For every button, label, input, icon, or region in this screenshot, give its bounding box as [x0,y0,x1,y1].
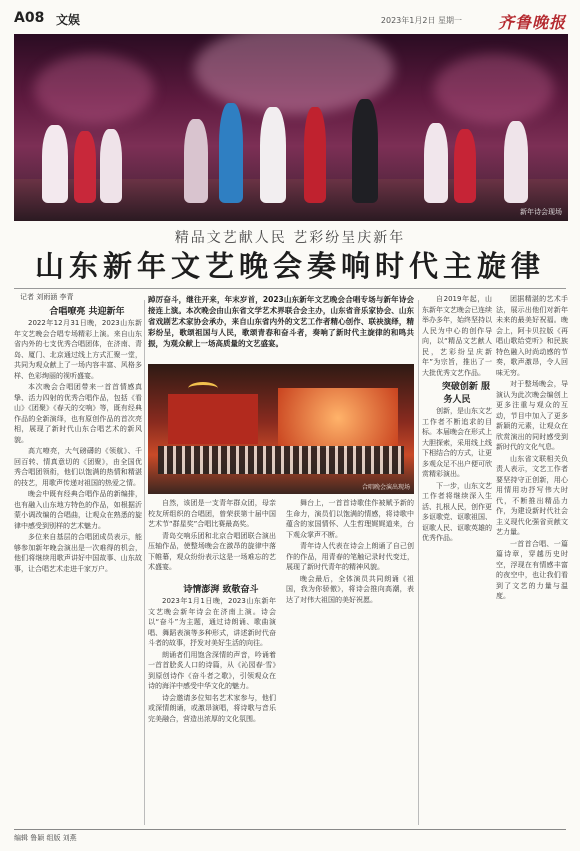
paragraph: 团据精湛的艺术手法，展示出他们对新年未来的最美好祝福。晚会上，阿卡贝拉版《再唱山歌给党听》和民族特色融入时尚动感的节奏，歌声激昂，令人回味无穷。 [496,295,568,377]
article-lead: 踔厉奋斗，继往开来，年末岁首，2023山东新年文艺晚会合唱专场与新年诗会接连上演。本次晚会由山东省文学艺术界联合会主办，山东省音乐家协会、山东省戏剧艺术家协会承办，来自山东省内外的文艺工作者精心创作、联袂演绎，精彩纷呈，歌颂祖国与人民，歌颂青春和奋斗者，奏响了新时代主旋律的和鸣共振，为观众献上一场高质量的文艺盛宴。 [148,295,414,348]
paragraph: 2022年12月31日晚，2023山东新年文艺晚会合唱专场精彩上演。来自山东省内外的七支优秀合唱团体，在济南、青岛、厦门、北京通过线上方式汇聚一堂，共同为观众献上了一场内容丰富、风格多样、色彩绚丽的视听盛宴。 [14,319,142,380]
section-heading: 突破创新 服务人民 [441,382,491,405]
top-photo-caption: 新年诗会现场 [520,208,562,216]
article-column-3 [148,582,276,824]
paragraph: 自然，该团是一支青年群众团，母亲校友所组织的合唱团，曾荣获第十届中国艺术节“群星奖”合唱比赛最高奖。 [148,499,276,528]
paragraph: 青岛交响乐团和北京合唱团联合演出压轴作品，使整场晚会在激昂的旋律中落下帷幕，观众纷纷表示这是一场难忘的艺术盛宴。 [148,531,276,571]
article-column-1 [14,304,142,824]
paragraph: 本次晚会合唱团带来一首首情感真挚、活力四射的优秀合唱作品，包括《看山》《团聚》《春天的交响》等，既有经典作品的全新演绎，也有原创作品的首次亮相，展现了新时代山东合唱艺术的新风貌。 [14,383,142,444]
paragraph: 舞台上，一首首诗歌佳作被赋予新的生命力，演员们以饱满的情感，将诗歌中蕴含的家国情怀、人生哲理娓娓道来，台下观众掌声不断。 [286,499,414,539]
paragraph: 朗诵者们用饱含深情的声音，吟诵着一首首脍炙人口的诗篇，从《沁园春·雪》到原创诗作《奋斗者之歌》，引领观众在诗的海洋中感受中华文化的魅力。 [148,650,276,690]
column-divider [418,300,419,825]
page-number: A08 [14,10,45,26]
editor-credits: 编辑 鲁颖 组版 刘燕 [14,834,77,842]
paragraph: 山东省文联相关负责人表示，文艺工作者要坚持守正创新，用心用情用功抒写伟大时代，不断推出精品力作，为建设新时代社会主义现代化强省贡献文艺力量。 [496,454,568,536]
top-stage-photo [14,34,568,221]
section-heading: 合唱嘹亮 共迎新年 [49,307,125,317]
inline-photo-caption: 合唱晚会演出现场 [361,484,410,491]
paragraph: 创新，是山东文艺工作者不断追求的目标。本届晚会在形式上大胆探索，采用线上线下相结合的方式，让更多观众足不出户便可欣赏精彩演出。 [422,407,492,478]
paragraph: 对于整场晚会，导演认为此次晚会编创上更多注重与观众的互动，节目中加入了更多新颖的元素，让观众在欣赏演出的同时感受到新时代的文化气息。 [496,380,568,451]
article-column-4 [286,498,414,824]
section-heading: 诗情澎湃 致敬奋斗 [183,585,259,595]
article-column-5 [422,294,492,824]
page-masthead [14,10,566,37]
headline-rule [14,288,566,289]
paragraph: 2023年1月1日晚，2023山东新年文艺晚会新年诗会在济南上演。诗会以“奋斗”为主题，通过诗朗诵、歌曲演唱、舞蹈表演等多种形式，讲述新时代奋斗者的故事，抒发对美好生活的向往。 [148,597,276,647]
paragraph: 多位来自基层的合唱团成员表示，能够参加新年晚会演出是一次难得的机会，他们将继续用歌声讲好中国故事、山东故事，让合唱艺术走进千家万户。 [14,533,142,573]
issue-date: 2023年1月2日 星期一 [380,16,462,25]
section-name: 文娱 [56,13,81,27]
paragraph: 晚会最后，全体演员共同朗诵《祖国，我为你骄傲》，将诗会推向高潮，表达了对伟大祖国的美好祝愿。 [286,574,414,604]
inline-chorus-photo [148,364,414,494]
column-divider [144,300,145,825]
paragraph: 下一步，山东文艺工作者将继续深入生活、扎根人民，创作更多讴歌党、讴歌祖国、讴歌人民、讴歌英雄的优秀作品。 [422,481,492,542]
page-footer [14,829,566,843]
article-kicker: 精品文艺献人民 艺彩纷呈庆新年 [174,230,406,246]
newspaper-logo: 齐鲁晚报 [497,13,566,32]
paragraph: 诗会邀请多位知名艺术家参与，他们或深情朗诵，或激昂演唱，将诗歌与音乐完美融合，营造出浓厚的文化氛围。 [148,693,276,723]
paragraph: 青年诗人代表在诗会上朗诵了自己创作的作品，用青春的笔触记录时代变迁，展现了新时代青年的精神风貌。 [286,542,414,571]
paragraph: 晚会中既有经典合唱作品的新编排，也有融入山东地方特色的作品，如根据沂蒙小调改编的合唱曲，让观众在熟悉的旋律中感受到别样的艺术魅力。 [14,490,142,530]
article-column-2 [148,498,276,578]
article-headline: 山东新年文艺晚会奏响时代主旋律 [34,249,545,283]
article-column-6 [496,294,568,824]
paragraph: 高亢嘹亮，大气磅礴的《领航》、千回百转、情真意切的《团聚》，由全国优秀合唱团领衔，他们以饱满的热情和精湛的技艺，用歌声传递对祖国的热爱之情。 [14,447,142,487]
paragraph: 自2019年起，山东新年文艺晚会已连续举办多年，始终坚持以人民为中心的创作导向，以“精品文艺献人民，艺彩纷呈庆新年”为宗旨，推出了一大批优秀文艺作品。 [422,295,492,377]
article-byline: 记者 刘雨涵 李青 [20,293,74,301]
paragraph: 一首首合唱、一篇篇诗章，穿越历史时空，浮现在有情感丰富的夜空中，也让我们看到了文艺的力量与温度。 [496,539,568,600]
